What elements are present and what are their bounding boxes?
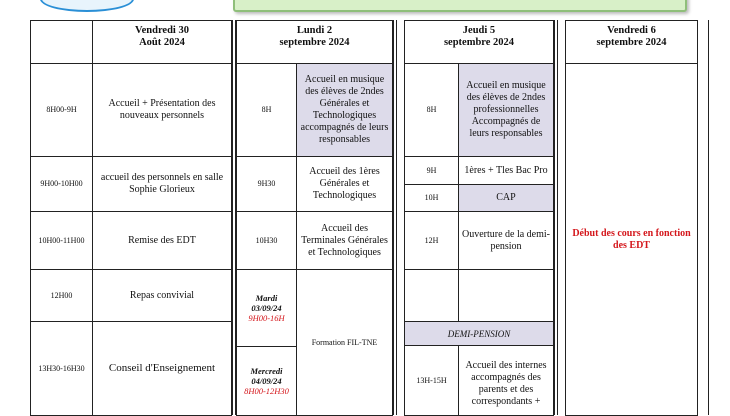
time-cell: 13H-15H [404,345,459,416]
activity-cell: Conseil d'Enseignement [92,321,232,416]
mercredi-time: 8H00-12H30 [244,386,289,396]
time-cell: 9H [404,156,459,185]
empty-cell [458,269,554,322]
time-cell: 8H [236,63,297,157]
activity-cell: Accueil en musique des élèves de 2ndes professionnelles Accompagnés de leurs responsables [458,63,554,157]
activity-cell: Accueil des internes accompagnés des parents et des correspondants + [458,345,554,416]
time-cell: 9H30 [236,156,297,212]
mardi-cell [236,269,297,347]
empty-cell [404,269,459,322]
activity-cell: Accueil des 1ères Générales et Technologiques [296,156,393,212]
demi-pension-row: DEMI-PENSION [404,321,554,346]
mercredi-cell [236,346,297,416]
activity-cell: Remise des EDT [92,211,232,270]
activity-cell: Ouverture de la demi-pension [458,211,554,270]
time-cell: 12H00 [30,269,93,322]
time-cell: 10H00-11H00 [30,211,93,270]
mercredi-day: Mercredi [250,366,283,376]
activity-cell: Accueil + Présentation des nouveaux personnels [92,63,232,157]
activity-cell: 1ères + Tles Bac Pro [458,156,554,185]
right-border [697,20,709,415]
time-cell: 8H [404,63,459,157]
corner-cell [30,20,93,64]
title-banner [233,0,687,12]
time-cell: 10H30 [236,211,297,270]
header-lundi-2: Lundi 2 septembre 2024 [236,20,393,64]
activity-cell: Accueil en musique des élèves de 2ndes Générales et Technologiques accompagnés de leurs responsables [296,63,393,157]
vendredi-6-cell: Début des cours en fonction des EDT [565,63,698,416]
activity-cell: Accueil des Terminales Générales et Technologiques [296,211,393,270]
header-vendredi-6: Vendredi 6 septembre 2024 [565,20,698,64]
time-cell: 10H [404,184,459,212]
time-cell: 8H00-9H [30,63,93,157]
mardi-day: Mardi [255,293,278,303]
column-separator [554,20,558,415]
mardi-time: 9H00-16H [248,313,285,323]
activity-cell: CAP [458,184,554,212]
header-vendredi-30: Vendredi 30 Août 2024 [92,20,232,64]
school-logo [40,0,134,12]
time-cell: 9H00-10H00 [30,156,93,212]
mardi-date: 03/09/24 [251,303,282,313]
activity-cell: accueil des personnels en salle Sophie Glorieux [92,156,232,212]
activity-cell: Repas convivial [92,269,232,322]
mercredi-date: 04/09/24 [251,376,282,386]
formation-cell: Formation FIL-TNE [296,269,393,416]
column-separator [393,20,397,415]
header-jeudi-5: Jeudi 5 septembre 2024 [404,20,554,64]
time-cell: 13H30-16H30 [30,321,93,416]
time-cell: 12H [404,211,459,270]
